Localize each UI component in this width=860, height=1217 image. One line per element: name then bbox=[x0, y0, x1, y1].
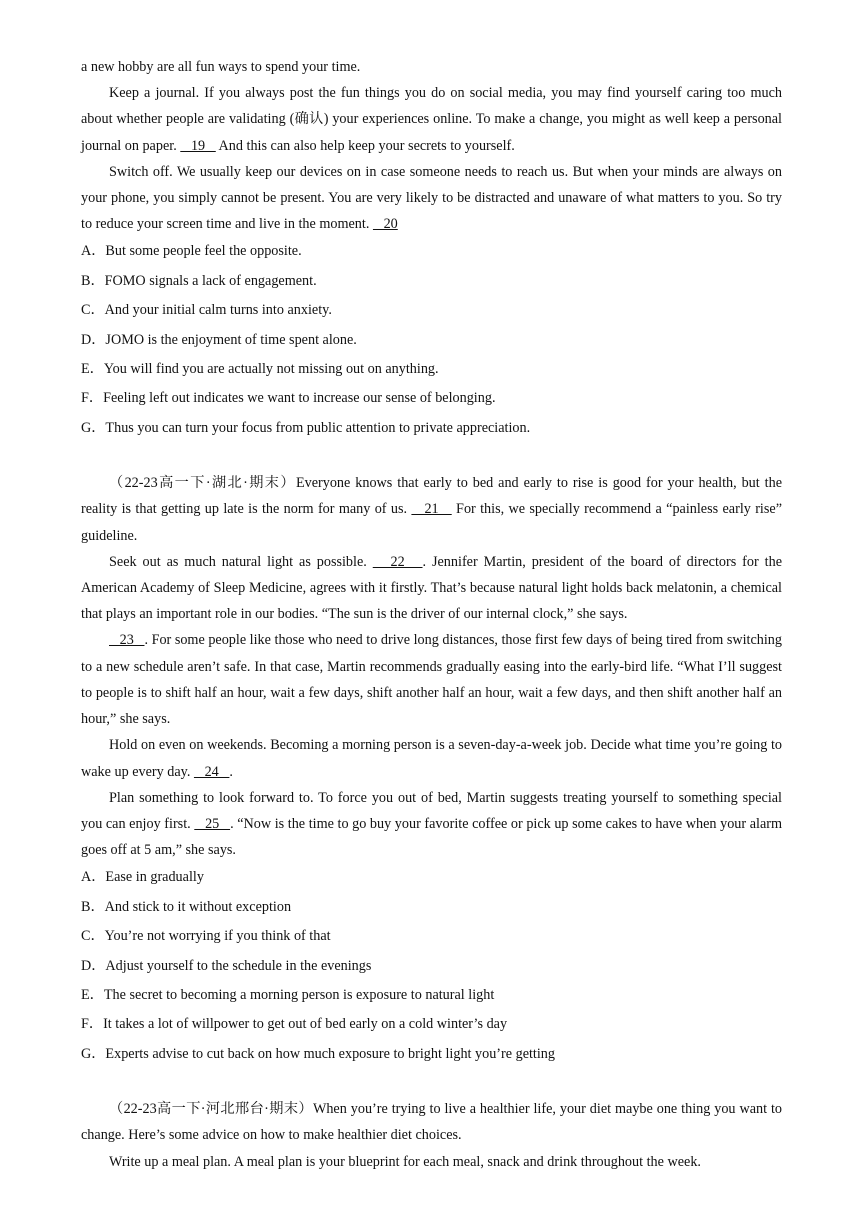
option-item: C．You’re not worrying if you think of that bbox=[81, 928, 331, 945]
blank-24: 24 bbox=[193, 763, 230, 780]
option-item: E．The secret to becoming a morning person is exposure to natural light bbox=[81, 986, 495, 1003]
option-item: A．But some people feel the opposite. bbox=[81, 243, 302, 260]
paragraph-text: Hold on even on weekends. Becoming a morning person is a seven-day-a-week job. Decide what time you’re going to wake up every day. bbox=[81, 737, 782, 780]
paragraph-text: . “Now is the time to go buy your favorite coffee or pick up some cakes to have when your alarm goes off at 5 am,” she says. bbox=[81, 815, 783, 859]
blank-23: 23 bbox=[109, 632, 145, 649]
option-item: D．JOMO is the enjoyment of time spent alone. bbox=[81, 331, 357, 348]
blank-20: 20 bbox=[372, 216, 398, 233]
paragraph-text: And this can also help keep your secrets to yourself. bbox=[215, 137, 515, 154]
paragraph bbox=[81, 159, 782, 238]
paragraph-text: （22-23高一下·湖北·期末）Everyone knows that early to bed and early to rise is good for your health, but the reality is that getting up late is the norm for many of us. bbox=[81, 475, 782, 518]
option-item: F．It takes a lot of willpower to get out of bed early on a cold winter’s day bbox=[81, 1016, 508, 1033]
option-item: D．Adjust yourself to the schedule in the evenings bbox=[81, 957, 372, 974]
paragraph-text: Seek out as much natural light as possible. bbox=[109, 553, 373, 570]
blank-22: 22 bbox=[372, 553, 423, 570]
paragraph-text: Switch off. We usually keep our devices on in case someone needs to reach us. But when your minds are always on your phone, you simply cannot be present. You are very likely to be distracted and unaware of what matters to you. So try to reduce your screen time and live in the moment. bbox=[81, 163, 782, 233]
paragraph bbox=[81, 549, 782, 628]
paragraph-text: . Jennifer Martin, president of the board of directors for the American Academy of Sleep Medicine, agrees with it firstly. That’s because natural light holds back melatonin, a chemical that plays an important role in our bodies. “The sun is the driver of our internal clock,” she says. bbox=[81, 553, 782, 623]
blank-21: 21 bbox=[411, 501, 452, 518]
option-item: G．Thus you can turn your focus from public attention to private appreciation. bbox=[81, 419, 531, 436]
document-page bbox=[81, 54, 782, 1175]
paragraph bbox=[81, 785, 782, 864]
option-item: C．And your initial calm turns into anxiety. bbox=[81, 302, 332, 319]
paragraph-text: Plan something to look forward to. To force you out of bed, Martin suggests treating yourself to something special you can enjoy first. bbox=[81, 789, 782, 832]
blank-19: 19 bbox=[180, 137, 216, 154]
option-item: B．And stick to it without exception bbox=[81, 898, 292, 915]
paragraph-text: . bbox=[229, 763, 233, 780]
option-item: B．FOMO signals a lack of engagement. bbox=[81, 272, 317, 289]
paragraph: （22-23高一下·河北邢台·期末）When you’re trying to live a healthier life, your diet maybe one thing you want to change. Here’s some advice on how to make healthier diet choices. bbox=[81, 1101, 782, 1144]
paragraph: a new hobby are all fun ways to spend your time. bbox=[81, 59, 361, 75]
option-item: G．Experts advise to cut back on how much exposure to bright light you’re getting bbox=[81, 1045, 555, 1062]
option-list bbox=[81, 237, 782, 443]
paragraph bbox=[81, 80, 782, 159]
option-item: A．Ease in gradually bbox=[81, 869, 204, 886]
paragraph bbox=[81, 470, 782, 549]
paragraph bbox=[81, 732, 782, 784]
spacer bbox=[81, 443, 782, 470]
option-item: E．You will find you are actually not missing out on anything. bbox=[81, 361, 439, 378]
paragraph-text: . For some people like those who need to drive long distances, those first few days of being tired from switching to a new schedule aren’t safe. In that case, Martin recommends gradually easing into the early-bird life. “What I’ll suggest to people is to shift half an hour, wait a few days, shift another half an hour, wait a few days, and then shift another half an hour,” she says. bbox=[81, 632, 782, 728]
paragraph bbox=[81, 627, 782, 732]
paragraph: Write up a meal plan. A meal plan is your blueprint for each meal, snack and drink throughout the week. bbox=[109, 1153, 701, 1170]
spacer bbox=[81, 1069, 782, 1096]
option-list bbox=[81, 863, 782, 1069]
option-item: F．Feeling left out indicates we want to increase our sense of belonging. bbox=[81, 390, 496, 407]
paragraph-text: Keep a journal. If you always post the fun things you do on social media, you may find yourself caring too much about whether people are validating (确认) your experiences online. To make a change, you might as well keep a personal journal on paper. bbox=[81, 85, 782, 154]
blank-25: 25 bbox=[194, 815, 231, 832]
paragraph-text: For this, we specially recommend a “painless early rise” guideline. bbox=[81, 501, 782, 544]
